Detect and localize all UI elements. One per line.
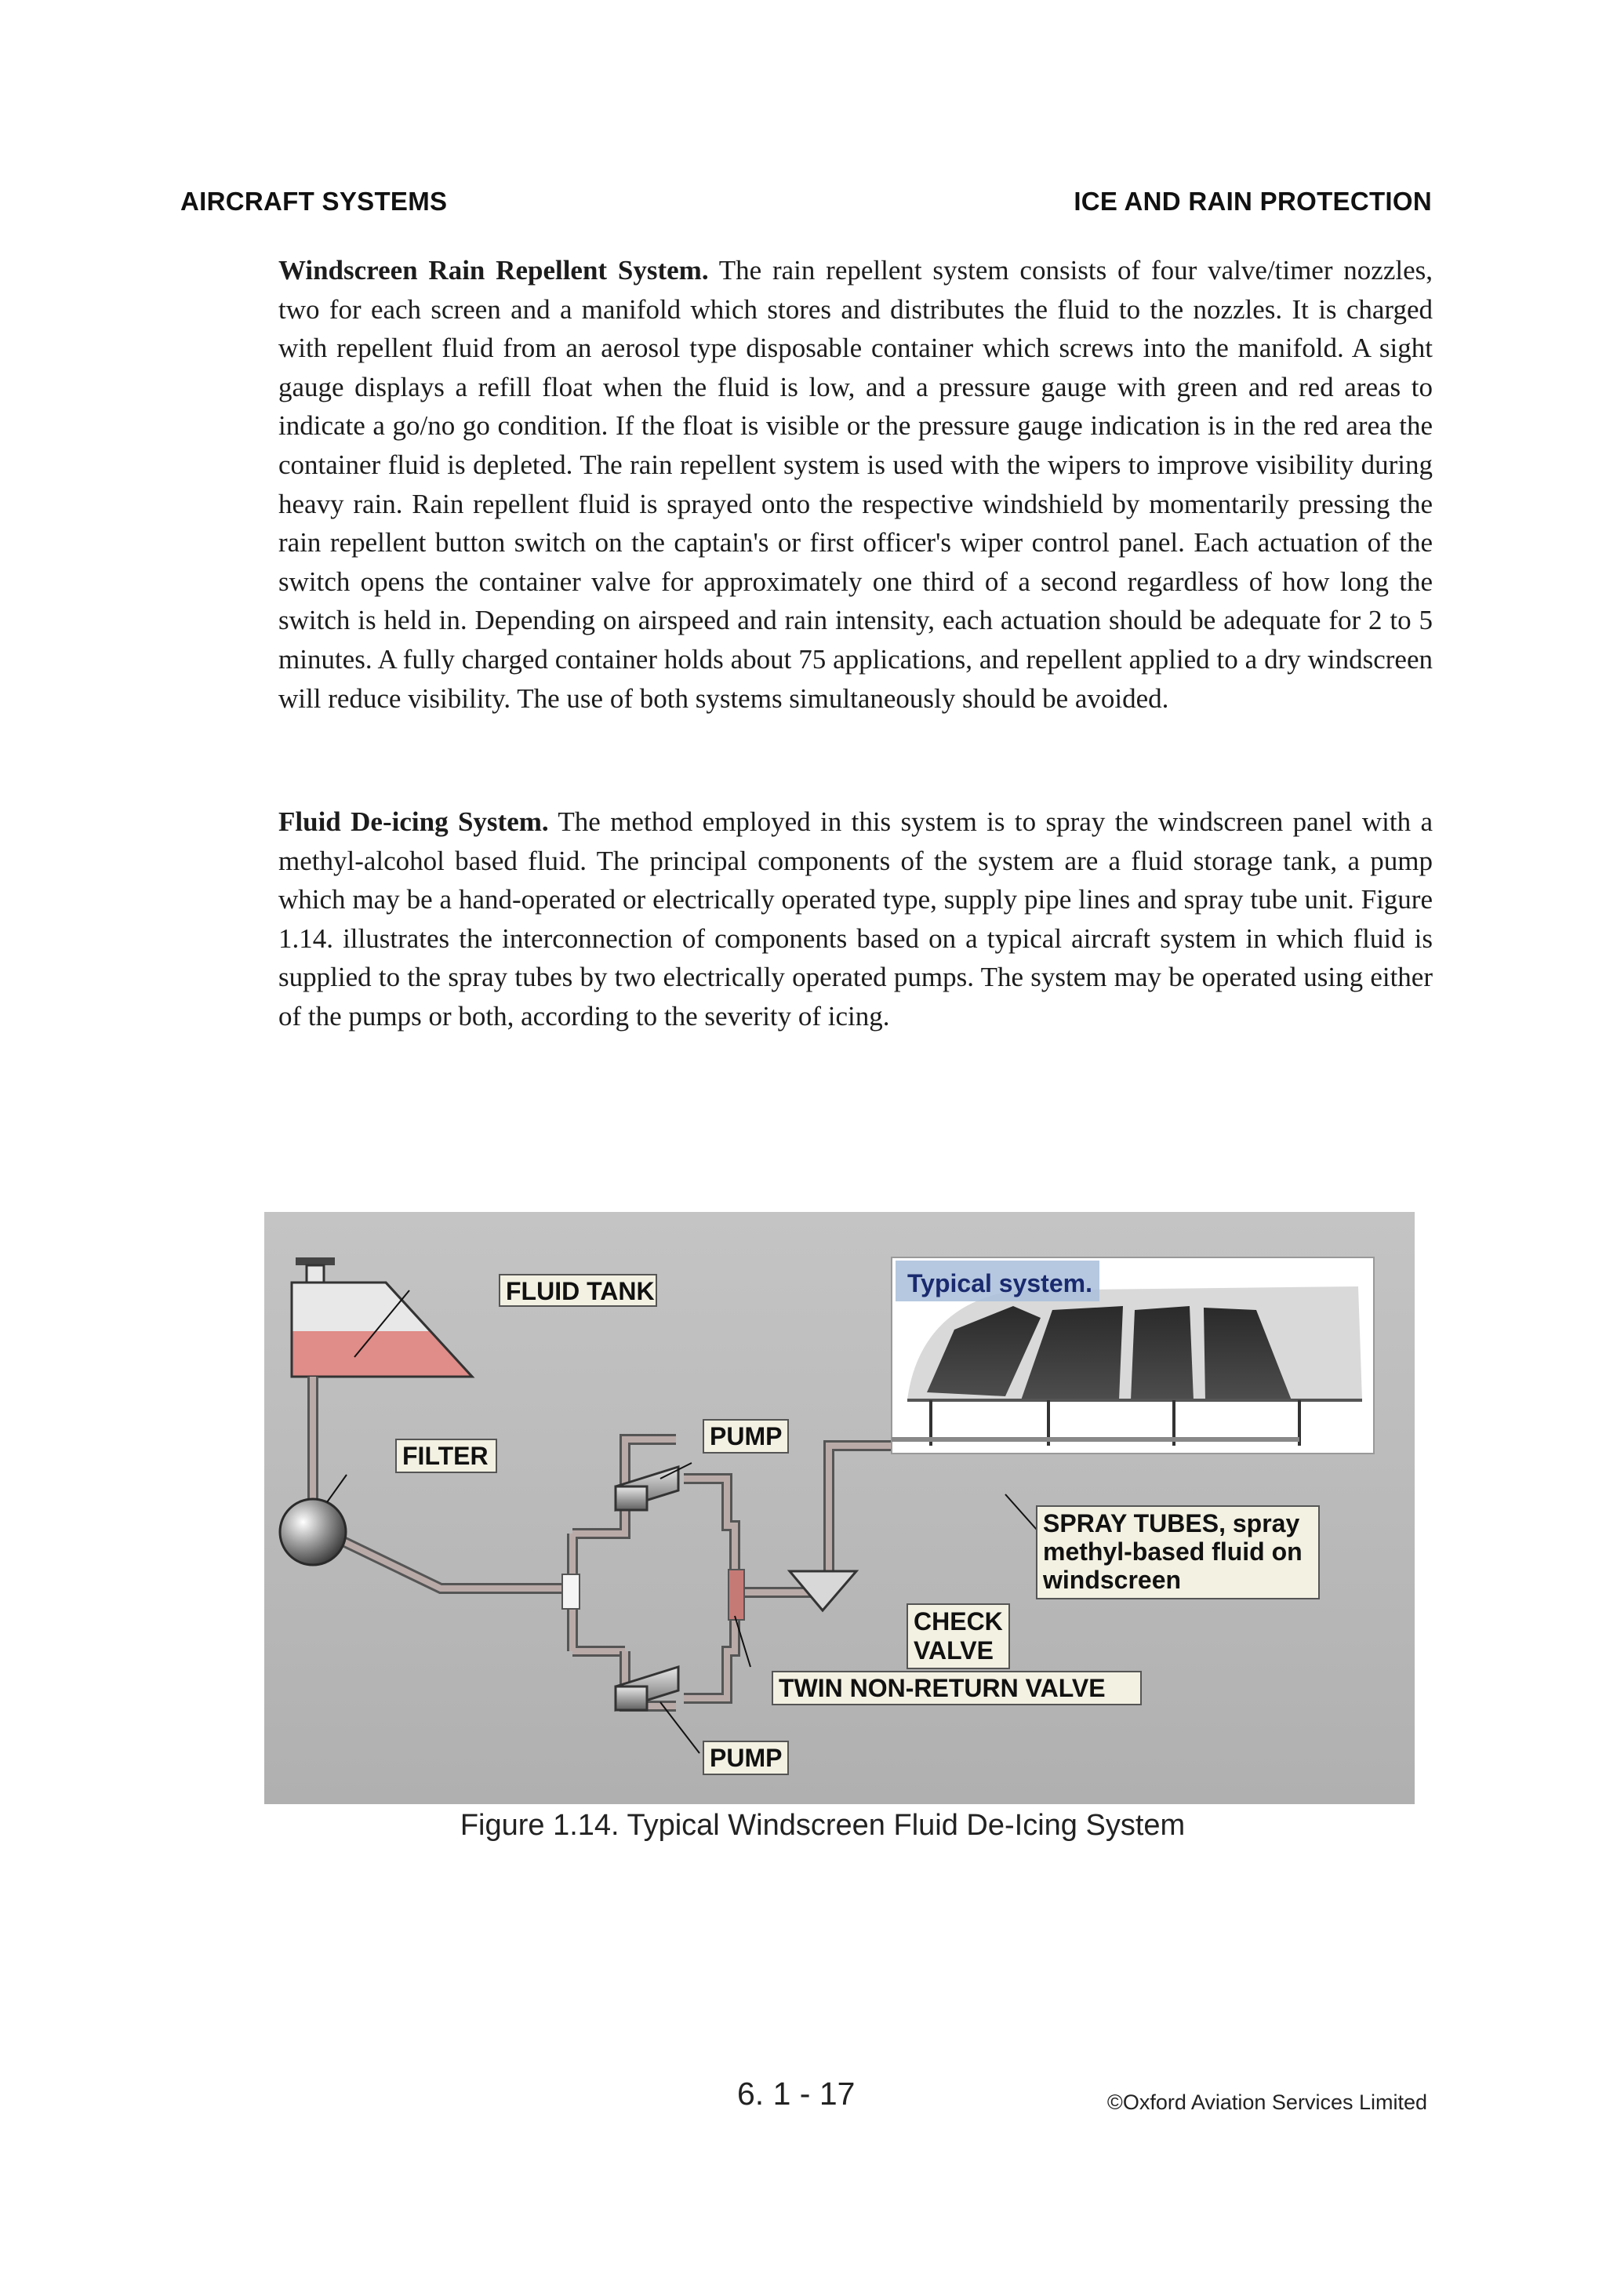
filter [280, 1499, 346, 1565]
filter-text: FILTER [402, 1442, 489, 1470]
label-pump-bottom [703, 1741, 788, 1774]
twin-non-return-valve [729, 1570, 744, 1620]
twin-valve-text: TWIN NON-RETURN VALVE [779, 1674, 1106, 1702]
label-fluid-tank [500, 1275, 656, 1306]
label-check-valve [907, 1604, 1009, 1668]
typical-system-label: Typical system. [907, 1269, 1092, 1297]
paragraph-heading: Windscreen Rain Repellent System. [278, 255, 709, 286]
page-number: 6. 1 - 17 [737, 2076, 856, 2112]
copyright: ©Oxford Aviation Services Limited [1106, 2090, 1427, 2114]
label-spray-tubes [1037, 1506, 1319, 1599]
fluid-tank-text: FLUID TANK [506, 1277, 655, 1305]
spray-tubes-text-3: windscreen [1043, 1566, 1182, 1594]
paragraph-heading: Fluid De-icing System. [278, 806, 549, 837]
running-header-left: AIRCRAFT SYSTEMS [180, 187, 448, 216]
diagram-svg [264, 1212, 1415, 1804]
spray-tubes-text-1: SPRAY TUBES, spray [1043, 1509, 1300, 1537]
figure-caption: Figure 1.14. Typical Windscreen Fluid De-Icing System [460, 1809, 1186, 1842]
pump-bottom-text: PUMP [710, 1744, 783, 1772]
check-valve-text-1: CHECK [914, 1607, 1003, 1636]
pipe-tee [562, 1574, 580, 1609]
spray-tubes-text-2: methyl-based fluid on [1043, 1537, 1303, 1566]
label-filter [396, 1439, 496, 1472]
running-header-right: ICE AND RAIN PROTECTION [1074, 187, 1432, 216]
paragraph-body: The rain repellent system consists of four valve/timer nozzles, two for each screen and a manifold which stores and distributes the fluid to the nozzles. It is charged with repellent fluid from an aerosol type disposable container which screws into the manifold. A sight gauge displays a refill float when the fluid is low, and a pressure gauge with green and red areas to indicate a go/no go condition. If the float is visible or the pressure gauge indication is in the red area the container fluid is depleted. The rain repellent system is used with the wipers to improve visibility during heavy rain. Rain repellent fluid is sprayed onto the respective windshield by momentarily pressing the rain repellent button switch on the captain's or first officer's wiper control panel. Each actuation of the switch opens the container valve for approximately one third of a second regardless of how long the switch is held in. Depending on airspeed and rain intensity, each actuation should be adequate for 2 to 5 minutes. A fully charged container holds about 75 applications, and repellent applied to a dry windscreen will reduce visibility. The use of both systems simultaneously should be avoided. [278, 255, 1433, 714]
label-twin-non-return-valve [772, 1672, 1141, 1705]
paragraph-fluid-deicing [278, 802, 1433, 1036]
pump-top-text: PUMP [710, 1422, 783, 1450]
check-valve-text-2: VALVE [914, 1636, 994, 1665]
figure-deicing-diagram [264, 1212, 1415, 1804]
label-pump-top [703, 1420, 788, 1453]
paragraph-rain-repellent [278, 251, 1433, 718]
paragraph-body: The method employed in this system is to spray the windscreen panel with a methyl-alcohol based fluid. The principal components of the system are a fluid storage tank, a pump which may be a hand-operated or electrically operated type, supply pipe lines and spray tube unit. Figure 1.14. illustrates the interconnection of components based on a typical aircraft system in which fluid is supplied to the spray tubes by two electrically operated pumps. The system may be operated using either of the pumps or both, according to the severity of icing. [278, 806, 1433, 1032]
